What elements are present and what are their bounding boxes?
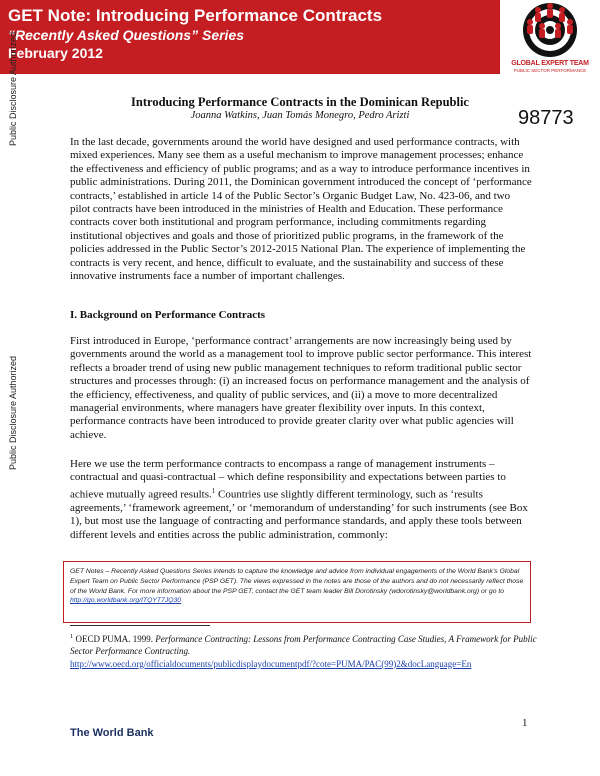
document-number: 98773: [518, 107, 574, 129]
logo-subtitle: PUBLIC SECTOR PERFORMANCE: [513, 68, 587, 73]
footnote-link[interactable]: http://www.oecd.org/officialdocuments/publicdisplaydocumentpdf/?cote=PUMA/PAC(99)2&docLanguage=En: [70, 658, 472, 669]
side-disclosure-label-top: Public Disclosure Authorized: [8, 31, 18, 146]
footnote-ref[interactable]: 1: [211, 486, 216, 495]
definition-text-b: Countries use slightly different terminology, such as ‘results agreements,’ ‘framework agreement,’ or ‘memorandum of understanding’ for such instruments (see Box 1), but most use the language of contracting and performance standards, and apply these tools between different levels and entities across the public administration, commonly:: [70, 488, 528, 541]
world-bank-logo-text: The World Bank: [70, 727, 154, 739]
document-authors: Joanna Watkins, Juan Tomás Monegro, Pedro Arizti: [190, 110, 410, 121]
get-note-text: [70, 567, 524, 606]
logo-title: GLOBAL EXPERT TEAM: [511, 60, 589, 67]
intro-paragraph: In the last decade, governments around the world have designed and used performance contracts, with mixed experiences. Many see them as a useful mechanism to improve management processes; enhance the effectiveness and efficiency of public programs; and as a way to introduce performance incentives in public administrations. During 2011, the Dominican government introduced the concept of ‘performance contracts,’ established in article 14 of the Public Sector’s Organic Budget Law, No. 423-06, and two pilot contracts have been introduced in the ministries of Health and Education. These performance contracts cover both institutional and program performance, including commitments regarding institutional objectives and goals and those of prioritized public programs, in the framework of the policies addressed in the Public Sector’s 2012-2015 National Plan. The experience of implementing the contracts is very recent, and hence, difficult to evaluate, and the sustainability and success of these innovative instruments face a number of important challenges.: [70, 136, 532, 283]
footnote-number: 1: [70, 633, 74, 640]
get-note-body: GET Notes – Recently Asked Questions Series intends to capture the knowledge and advice from individual engagements of the World Bank’s Global Expert Team on Public Sector Performance (PSP GET). The views expressed in the notes are those of the authors and do not necessarily reflect those of the World Bank. For more information about the PSP GET, contact the GET team leader Bill Dorotinsky (wdorotinsky@worldbank.org) or go to: [70, 568, 524, 595]
header-title: GET Note: Introducing Performance Contracts: [8, 6, 383, 25]
page-number: 1: [522, 717, 528, 729]
background-paragraph: First introduced in Europe, ‘performance contract’ arrangements are now increasingly being used by governments around the world as a management tool to improve public sector performance. This interest reflects a broader trend of using new public management techniques to reform traditional public sector structures and processes through: (i) an increased focus on performance management and the analysis of the efficiency, effectiveness, and quality of public services, and (ii) a move to more decentralized managerial environments, where managers have greater flexibility over inputs. In this context, performance contracts have been introduced to provide greater clarity over what public agencies will achieve.: [70, 335, 532, 441]
definition-text-a: Here we use the term performance contracts to encompass a range of management instruments – contractual and quasi-contractual – which define responsibility and expectations between parties to achieve mutually agreed results.: [70, 458, 506, 501]
definition-paragraph: [70, 458, 532, 542]
get-note-link[interactable]: http://go.worldbank.org/ITQYT7JQ30: [70, 597, 182, 605]
document-title: Introducing Performance Contracts in the Dominican Republic: [131, 95, 469, 109]
footnote-divider: [70, 625, 210, 626]
footnote-citation: OECD PUMA. 1999.: [73, 634, 156, 644]
footnote-title: Performance Contracting: Lessons from Performance Contracting Case Studies, A Framework for Public Sector Performance Contracting.: [70, 634, 537, 657]
header-series: “Recently Asked Questions” Series: [8, 27, 245, 43]
header-date: February 2012: [8, 45, 103, 61]
side-disclosure-label-bottom: Public Disclosure Authorized: [8, 355, 18, 470]
section-heading: I. Background on Performance Contracts: [70, 309, 266, 321]
footnote: [70, 631, 540, 670]
